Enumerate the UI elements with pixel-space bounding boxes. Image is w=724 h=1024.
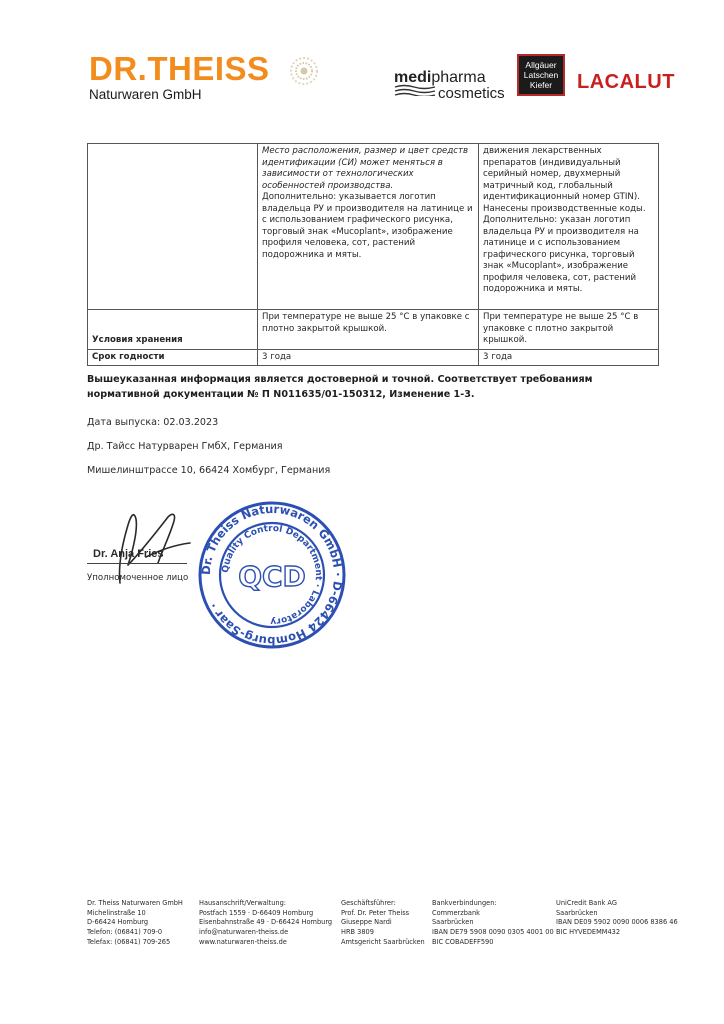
signer-name: Dr. Anja Fries xyxy=(93,548,164,560)
footer-line: HRB 3809 xyxy=(341,928,374,937)
footer-line: IBAN DE09 5902 0090 0006 8386 46 xyxy=(556,918,678,927)
storage-label: Условия хранения xyxy=(88,310,258,350)
brand-logo xyxy=(89,52,270,102)
table-cell-new: движения лекарственных препаратов (индивидуальный серийный номер, двухмерный матричный код, глобальный идентификационный номер GTIN). Нанесены производственные коды. Дополнительно: указан логотип владельца РУ и производителя на латинице и с использованием графического рисунка, торговый знак «Mucoplant», изображение профиля человека, сот, растений подорожника и мяты. xyxy=(479,144,659,310)
sunflower-icon xyxy=(288,56,320,86)
statement: Вышеуказанная информация является достоверной и точной. Соответствует требованиям нормативной документации № П N011635/01-150312, Изменение 1-3. xyxy=(87,374,593,400)
footer-line: Commerzbank xyxy=(432,908,480,917)
footer-line: Amtsgericht Saarbrücken xyxy=(341,937,425,946)
signature-line xyxy=(87,563,187,564)
product-spec-table xyxy=(87,143,659,366)
table-row xyxy=(88,310,659,350)
brand-subtitle: Naturwaren GmbH xyxy=(89,87,202,102)
footer-website[interactable]: www.naturwaren-theiss.de xyxy=(199,937,287,946)
brand-title: DR.THEISS xyxy=(89,50,270,87)
shelf-life-current: 3 года xyxy=(258,349,479,366)
footer-company xyxy=(87,899,183,948)
allgaeu-line-3: Kiefer xyxy=(529,80,553,90)
medipharma-rest: pharma xyxy=(431,69,486,86)
footer-line: Bankverbindungen: xyxy=(432,899,497,907)
stamp-inner-text: Quality Control Department · Laboratory xyxy=(220,523,324,627)
identification-note: Место расположения, размер и цвет средств идентификации (СИ) может меняться в зависимости от технологических особенностей производства. xyxy=(262,146,469,191)
stamp-center-text: QCD xyxy=(238,560,306,593)
footer-line: Telefax: (06841) 709-265 xyxy=(87,937,171,946)
footer-line: D-66424 Homburg xyxy=(87,918,149,927)
footer-line: Michelinstraße 10 xyxy=(87,908,146,917)
allgaeu-logo xyxy=(517,54,565,96)
issue-date: Дата выпуска: 02.03.2023 xyxy=(87,417,219,428)
company-name: Др. Тайсс Натурварен ГмбХ, Германия xyxy=(87,441,283,452)
company-address: Мишелинштрассе 10, 66424 Хомбург, Германия xyxy=(87,465,331,476)
storage-new: При температуре не выше 25 °C в упаковке с плотно закрытой крышкой. xyxy=(479,310,659,350)
footer-line: Hausanschrift/Verwaltung: xyxy=(199,899,287,907)
footer-line: BIC HYVEDEMM432 xyxy=(556,928,621,937)
medipharma-logo xyxy=(394,69,508,102)
footer-line: Postfach 1559 · D-66409 Homburg xyxy=(199,908,314,917)
footer-line: Giuseppe Nardi xyxy=(341,918,392,927)
medipharma-bold: medi xyxy=(394,69,432,86)
allgaeu-line-1: Allgäuer xyxy=(525,60,557,70)
table-cell-label xyxy=(88,144,258,310)
table-row xyxy=(88,349,659,366)
storage-current: При температуре не выше 25 °C в упаковке с плотно закрытой крышкой. xyxy=(258,310,479,350)
footer-bank-1 xyxy=(432,899,554,948)
footer-bank-2 xyxy=(556,899,678,938)
footer-line: Telefon: (06841) 709-0 xyxy=(87,928,163,937)
footer-email[interactable]: info@naturwaren-theiss.de xyxy=(199,928,289,937)
medipharma-cosmetics: cosmetics xyxy=(438,85,505,102)
qcd-stamp-icon xyxy=(197,500,347,650)
shelf-life-new: 3 года xyxy=(479,349,659,366)
table-cell-current xyxy=(258,144,479,310)
footer-line: IBAN DE79 5908 0090 0305 4001 00 xyxy=(432,928,554,937)
footer-line: Dr. Theiss Naturwaren GmbH xyxy=(87,899,183,907)
wave-icon xyxy=(394,84,436,96)
allgaeu-line-2: Latschen xyxy=(523,70,559,80)
footer-management xyxy=(341,899,425,948)
footer-line: BIC COBADEFF590 xyxy=(432,937,494,946)
footer-line: Saarbrücken xyxy=(432,918,474,927)
shelf-life-label: Срок годности xyxy=(88,349,258,366)
additional-note: Дополнительно: указывается логотип владельца РУ и производителя на латинице и с использованием графического рисунка, торговый знак «Mucoplant», изображение профиля человека, сот, растений подорожника и мяты. xyxy=(262,192,473,260)
signer-role: Уполномоченное лицо xyxy=(87,573,189,583)
stamp-outer-text: Dr. Theiss Naturwaren GmbH · D-66424 Homburg-Saar · xyxy=(198,501,346,649)
lacalut-logo: LACALUT xyxy=(577,71,675,93)
footer-line: Saarbrücken xyxy=(556,908,598,917)
footer-line: Geschäftsführer: xyxy=(341,899,396,907)
footer-line: Eisenbahnstraße 49 · D-66424 Homburg xyxy=(199,918,333,927)
footer-line: Prof. Dr. Peter Theiss xyxy=(341,908,410,917)
table-row xyxy=(88,144,659,310)
footer-address xyxy=(199,899,332,948)
footer-line: UniCredit Bank AG xyxy=(556,899,617,907)
